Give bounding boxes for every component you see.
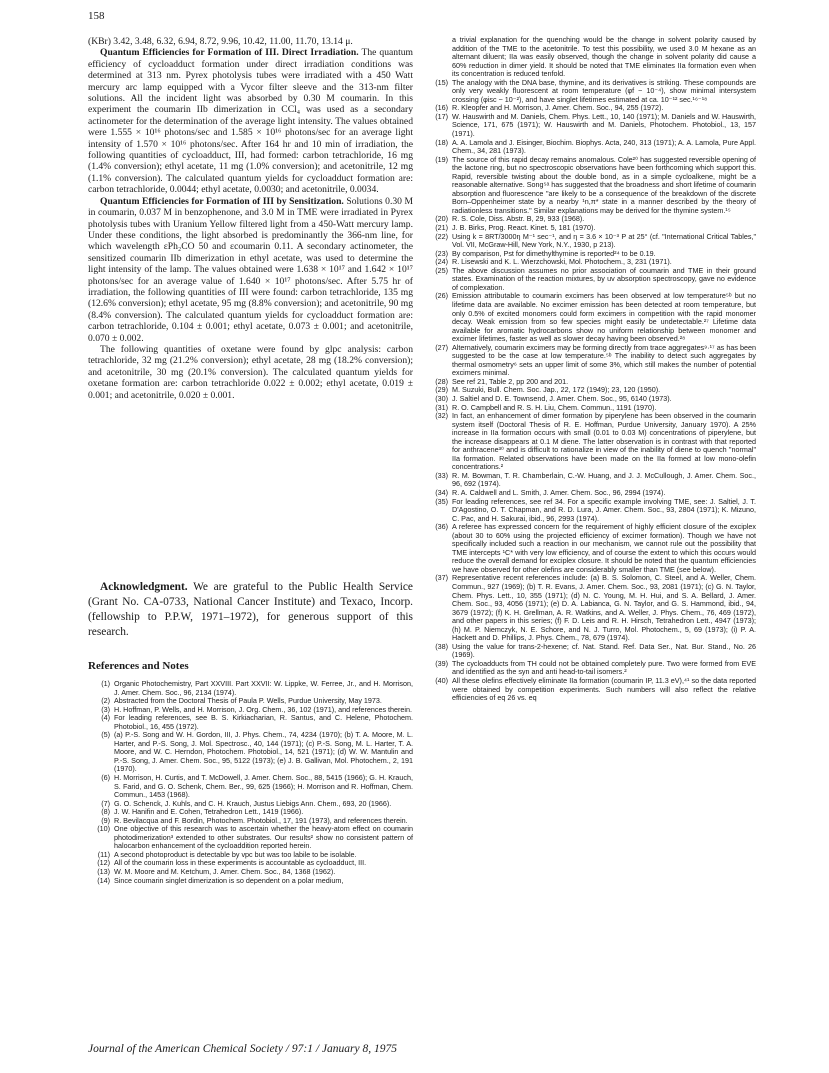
reference-item	[426, 574, 756, 642]
reference-item	[426, 139, 756, 156]
reference-number: (15)	[435, 77, 448, 87]
reference-item	[426, 233, 756, 250]
reference-item	[426, 344, 756, 378]
reference-text: Abstracted from the Doctoral Thesis of Paula P. Wells, Purdue University, May 1973.	[114, 696, 382, 706]
reference-text: In fact, an enhancement of dimer formation by piperylene has been observed in the coumarin system itself (Doctoral Thesis of R. E. Hoffman, Purdue University, January 1970). A 25% increase in IIa formation occurs with small (0.01 to 0.03 M) concentrations of piperylene, but the increase disappears at 0.1 M diene. The latter observation is in contrast with that reported for anthracene³⁰ and is difficult to rationalize in view of the inability of diene to quench "normal" IIa formation. Related observations have been made on the IIa formed at low mono-olefin concentrations.²	[452, 411, 756, 472]
paragraph-sensitization	[88, 196, 413, 344]
reference-text: For leading references, see B. S. Kirkiacharian, R. Santus, and C. Helene, Photochem. Photobiol., 16, 455 (1972).	[114, 713, 413, 731]
reference-number: (10)	[97, 824, 110, 834]
reference-text: W. Hauswirth and M. Daniels, Chem. Phys. Lett., 10, 140 (1971); M. Daniels and W. Hauswirth, Science, 171, 675 (1971); W. Hauswirth and M. Daniels, Photochem. Photobiol., 13, 157 (1971).	[452, 111, 756, 139]
reference-text: R. Bevilacqua and F. Bordin, Photochem. Photobiol., 17, 191 (1973), and references therein.	[114, 815, 408, 825]
references-list-right	[426, 79, 756, 703]
reference-text: A second photoproduct is detectable by vpc but was too labile to be isolable.	[114, 849, 357, 859]
reference-item	[426, 643, 756, 660]
reference-text: R. A. Caldwell and L. Smith, J. Amer. Chem. Soc., 96, 2994 (1974).	[452, 487, 666, 497]
reference-number: (3)	[101, 704, 110, 714]
reference-text: Since coumarin singlet dimerization is so dependent on a polar medium,	[114, 875, 344, 885]
acknowledgment	[88, 580, 413, 640]
reference-text: By comparison, Pst for dimethylthymine is reported²⁴ to be 0.19.	[452, 248, 656, 258]
reference-text: The source of this rapid decay remains anomalous. Cole²⁰ has suggested reversible opening of the lactone ring, but no spectroscopic observations have been forthcoming which support this. Rapid, reversible twisting about the double bond, as in a simple cycloalkene, might be a reasonable alternative. Song⁵ᵃ has suggested that the broadness and short lifetime of coumarin absorption and fluorescence "are likely to be a consequence of the breakdown of the discrete Born–Oppenheimer state by a nearby ¹n,π* state in a manner described by the theory of radiationless transitions." Similar explanations may be derived for the thymine system.¹⁵	[452, 154, 756, 215]
reference-text: W. M. Moore and M. Ketchum, J. Amer. Chem. Soc., 84, 1368 (1962).	[114, 867, 336, 877]
reference-number: (26)	[435, 291, 448, 301]
reference-text: One objective of this research was to ascertain whether the heavy-atom effect on coumarin photodimerization³ extended to other substrates. Our results² show no consistent pattern of halocarbon enhancement of the cycloaddition reported herein.	[114, 824, 413, 851]
reference-item	[426, 523, 756, 574]
paragraph-body: The quantum efficiency of cycloadduct formation under direct irradiation conditions was determined at 313 nm. Pyrex photolysis tubes were irradiated with a 450 Watt mercury arc lamp equipped with a Vycor filter sleeve and the 313-nm filter solutions. All the incident light was absorbed by 0.30 M coumarin. In this experiment the coumarin IIb dimerization in CCl₄ was used as a secondary actinometer for the determination of the average light intensity. The values obtained were 1.555 × 10¹⁶ photons/sec and 1.585 × 10¹⁶ photons/sec for an average light intensity of 1.570 × 10¹⁶ photons/sec. After 164 hr and 10 min of irradiation, the following quantities of cycloadduct, III, had formed: carbon tetrachloride, 16 mg (1.4% conversion); ethyl acetate, 11 mg (1.0% conversion); and acetonitrile, 12 mg (1.1% conversion). The calculated quantum yields for cycloadduct formation are: carbon tetrachloride, 0.0044; ethyl acetate, 0.0030; and acetonitrile, 0.0034.	[88, 47, 413, 196]
reference-number: (34)	[435, 487, 448, 497]
left-column	[88, 36, 413, 401]
reference-number: (37)	[435, 573, 448, 583]
reference-text: J. Saltiel and D. E. Townsend, J. Amer. Chem. Soc., 95, 6140 (1973).	[452, 393, 672, 403]
reference-text: The analogy with the DNA base, thymine, and its derivatives is striking. These compounds are only very weakly fluorescent at room temperature (φf ~ 10⁻⁴), show minimal intersystem crossing (φisc ~ 10⁻²), and have singlet lifetimes estimated at ca. 10⁻¹² sec.¹⁶⁻¹⁸	[452, 77, 756, 104]
reference-text: R. S. Cole, Diss. Abstr. B, 29, 933 (1968).	[452, 214, 585, 224]
reference-item	[426, 677, 756, 703]
reference-item	[426, 267, 756, 293]
reference-number: (40)	[435, 676, 448, 686]
reference-text: H. Hoffman, P. Wells, and H. Morrison, J. Org. Chem., 36, 102 (1971), and references therein.	[114, 704, 413, 714]
reference-number: (13)	[97, 867, 110, 877]
reference-number: (16)	[435, 103, 448, 113]
reference-item	[426, 79, 756, 105]
reference-number: (30)	[435, 393, 448, 403]
ir-data: (KBr) 3.42, 3.48, 6.32, 6.94, 8.72, 9.96, 10.42, 11.00, 11.70, 13.14 μ.	[88, 36, 353, 47]
reference-item	[426, 660, 756, 677]
references-heading: References and Notes	[88, 660, 189, 672]
reference-number: (17)	[435, 111, 448, 121]
reference-text: G. O. Schenck, J. Kuhls, and C. H. Krauch, Justus Liebigs Ann. Chem., 693, 20 (1966).	[114, 798, 392, 808]
reference-text: The cycloadducts from TH could not be obtained completely pure. Two were formed from EVE and identified as the syn and anti head-to-tail isomers.²	[452, 658, 756, 677]
paragraph-title: Quantum Efficiencies for Formation of III. Direct Irradiation.	[100, 47, 359, 59]
reference-item	[426, 292, 756, 343]
reference-text: For leading references, see ref 34. For a specific example involving TME, see: J. Saltiel, J. T. D'Agostino, O. T. Chapman, and R. D. Lura, J. Amer. Chem. Soc., 93, 2804 (1971); K. Mizuno, C. Pac, and H. Sakurai, ibid., 96, 2993 (1974).	[452, 496, 756, 523]
reference-number: (22)	[435, 231, 448, 241]
reference-number: (5)	[101, 730, 110, 740]
acknowledgment-title: Acknowledgment.	[100, 581, 188, 593]
reference-text: The above discussion assumes no prior association of coumarin and TME in their ground states. Examination of the reaction mixtures, by uv absorption spectroscopy, gave no evidence of complexation.	[452, 265, 756, 292]
paragraph-oxetane: The following quantities of oxetane were found by glpc analysis: carbon tetrachloride, 32 mg (21.2% conversion); ethyl acetate, 28 mg (18.2% conversion); and acetonitrile, 30 mg (20.1% conversion). The calculated quantum yields for oxetane formation are: carbon tetrachloride 0.022 ± 0.002; ethyl acetate, 0.019 ± 0.001; and acetonitrile, 0.020 ± 0.001.	[88, 343, 413, 401]
reference-number: (8)	[101, 807, 110, 817]
reference-number: (11)	[97, 849, 110, 859]
reference-item	[88, 714, 413, 731]
reference-number: (31)	[435, 402, 448, 412]
page-number: 158	[88, 10, 105, 22]
reference-item	[426, 156, 756, 216]
reference-item	[426, 498, 756, 524]
reference-text: H. Morrison, H. Curtis, and T. McDowell, J. Amer. Chem. Soc., 88, 5415 (1966); G. H. Krauch, S. Farid, and G. O. Schenk, Chem. Ber., 99, 625 (1966); H. Morrison and R. Hoffman, Chem. Commun., 1453 (1968).	[114, 773, 413, 800]
reference-text: R. Kleopfer and H. Morrison, J. Amer. Chem. Soc., 94, 255 (1972).	[452, 103, 664, 113]
reference-number: (27)	[435, 342, 448, 352]
reference-number: (6)	[101, 773, 110, 783]
reference-text: A. A. Lamola and J. Eisinger, Biochim. Biophys. Acta, 240, 313 (1971); A. A. Lamola, Pure Appl. Chem., 34, 281 (1973).	[452, 137, 756, 156]
reference-item	[426, 113, 756, 139]
reference-item	[426, 472, 756, 489]
reference-number: (19)	[435, 154, 448, 164]
main-text	[88, 36, 413, 401]
reference-item	[88, 680, 413, 697]
reference-number: (35)	[435, 496, 448, 506]
reference-number: (2)	[101, 696, 110, 706]
reference-text: Emission attributable to coumarin excimers has been observed at low temperature⁵ᵇ but no lifetime data are available. No excimer emission has been detected at room temperature, but only 0.5% of excited monomers could form excimers in competition with the rapid monomer decay. Weak emission from so few species might easily be undetectable.²⁷ Lifetime data available for aromatic hydrocarbons show no uniform relationship between monomer and excimer lifetimes, faster as well as slower decay having been observed.²⁸	[452, 291, 756, 344]
reference-text: R. O. Campbell and R. S. H. Liu, Chem. Commun., 1191 (1970).	[452, 402, 657, 412]
reference-text: Representative recent references include: (a) B. S. Solomon, C. Steel, and A. Weller, Chem. Commun., 927 (1969); (b) T. R. Evans, J. Amer. Chem. Soc., 93, 2081 (1971); (c) G. N. Taylor, Chem. Phys. Lett., 10, 355 (1971); (d) N. C. Young, M. H. Hui, and S. A. Bellard, J. Amer. Chem. Soc., 93, 4056 (1971); (e) D. A. Labianca, G. N. Taylor, and G. S. Hammond, ibid., 94, 3679 (1972); (f) K. H. Grellman, A. R. Watkins, and A. Weller, J. Phys. Chem., 76, 469 (1972), and other papers in this series; (f) F. D. Leis and R. H. Hirsch, Tetrahedron Lett., 4947 (1973); (h) M. P. Niemczyk, N. E. Schore, and N. J. Turro, Mol. Photochem., 5, 69 (1973); (i) P. A. Hackett and D. Phillips, J. Phys. Chem., 78, 679 (1974).	[452, 573, 756, 643]
reference-text: R. Lisewski and K. L. Wierzchowski, Mol. Photochem., 3, 231 (1971).	[452, 257, 672, 267]
reference-number: (24)	[435, 257, 448, 267]
reference-number: (18)	[435, 137, 448, 147]
paragraph-direct-irradiation	[88, 47, 413, 195]
reference-item	[88, 825, 413, 851]
reference-number: (12)	[97, 858, 110, 868]
reference-number: (36)	[435, 522, 448, 532]
reference-number: (21)	[435, 223, 448, 233]
paragraph-title: Quantum Efficiencies for Formation of III by Sensitization.	[100, 195, 344, 207]
reference-item	[426, 412, 756, 472]
reference-number: (20)	[435, 214, 448, 224]
reference-text: M. Suzuki, Bull. Chem. Soc. Jap., 22, 172 (1949); 23, 120 (1950).	[452, 385, 661, 395]
reference-text: Using k = 8RT/3000η M⁻¹ sec⁻¹, and η = 3.6 × 10⁻³ P at 25° (cf. "International Critical Tables," Vol. VII, McGraw-Hill, New York, N.Y., 1930, p 213).	[452, 231, 756, 250]
reference-number: (1)	[101, 679, 110, 688]
right-column	[426, 36, 756, 703]
reference-number: (29)	[435, 385, 448, 395]
reference-number: (39)	[435, 658, 448, 668]
reference-text: J. W. Hanifin and E. Cohen, Tetrahedron Lett., 1419 (1966).	[114, 807, 304, 817]
journal-footer: Journal of the American Chemical Society / 97:1 / January 8, 1975	[88, 1043, 397, 1055]
reference-text: (a) P.-S. Song and W. H. Gordon, III, J. Phys. Chem., 74, 4234 (1970); (b) T. A. Moore, M. L. Harter, and P.-S. Song, J. Mol. Spectrosc., 40, 144 (1971); (c) P.-S. Song, M. L. Harter, T. A. Moore, and W. C. Herndon, Photochem. Photobiol., 14, 521 (1971); (d) W. W. Mantulin and P.-S. Song, J. Amer. Chem. Soc., 95, 5122 (1973); (e) J. B. Gallivan, Mol. Photochem., 2, 191 (1970).	[114, 730, 413, 774]
reference-number: (38)	[435, 641, 448, 651]
note-continuation: a trivial explanation for the quenching would be the change in solvent polarity caused by addition of the TME to the acetonitrile. To test this possibility, we used 3.0 M hexane as an alternant diluent; IIa was easily observed, though the change in solvent polarity did cause a 60% reduction in dimer yield. It should be noted that TME eliminates IIa formation even when its concentration is reduced tenfold.	[452, 35, 756, 79]
reference-number: (7)	[101, 798, 110, 808]
reference-text: See ref 21, Table 2, pp 200 and 201.	[452, 376, 569, 386]
reference-text: All of the coumarin loss in these experiments is accountable as cycloadduct, III.	[114, 858, 367, 868]
reference-text: R. M. Bowman, T. R. Chamberlain, C.-W. Huang, and J. J. McCullough, J. Amer. Chem. Soc., 96, 692 (1974).	[452, 470, 756, 489]
reference-number: (4)	[101, 713, 110, 723]
reference-text: Alternatively, coumarin excimers may be forming directly from trace aggregates⁹·¹⁷ as has been suggested to be the case at low temperature.⁵ᵇ The inability to detect such aggregates by thermal osmometry⁶ sets an upper limit of some 3%, which still makes the number of potential excimers minimal.	[452, 342, 756, 378]
reference-text: A referee has expressed concern for the requirement of highly efficient closure of the exciplex (about 30 to 60% using the projected efficiency of excimer formation). Though we have not specifically included such a reaction in our mechanism, we cannot rule out the possibility that TME intercepts ¹C* with very low efficiency, and of course the extent to which this occurs would reduce the overall demand for exciplex closure. It should be noted that the quantum efficiencies we have observed for other olefins are considerably smaller than TME (see below).	[452, 522, 756, 574]
reference-item	[88, 877, 413, 886]
reference-text: Using the value for trans-2-hexene; cf. Nat. Stand. Ref. Data Ser., Nat. Bur. Stand., No. 26 (1969).	[452, 641, 756, 660]
reference-item	[88, 774, 413, 800]
reference-number: (25)	[435, 265, 448, 275]
reference-number: (32)	[435, 411, 448, 421]
reference-text: J. B. Birks, Prog. React. Kinet. 5, 181 (1970).	[452, 223, 596, 233]
references-list-left	[88, 680, 413, 885]
reference-number: (14)	[97, 875, 110, 885]
paragraph-body: Solutions 0.30 M in coumarin, 0.037 M in benzophenone, and 3.0 M in TME were irradiated in Pyrex photolysis tubes with Uranium Yellow filtered light from a 450-Watt mercury lamp. Under these conditions, the light absorbed is predominantly the 366-nm line, for which wavelength εPh₂CO 50 and εcoumarin 0.11. A secondary actinometer, the sensitized coumarin IIb dimerization in ethyl acetate, was used to determine the light intensity of the lamp. The values obtained were 1.638 × 10¹⁷ and 1.642 × 10¹⁷ photons/sec for an average value of 1.640 × 10¹⁷ photons/sec. After 5.75 hr of irradiation, the following quantities of III were found: carbon tetrachloride, 135 mg (12.6% conversion); ethyl acetate, 95 mg (8.8% conversion); and acetonitrile, 90 mg (8.4% conversion). The calculated quantum yields for cycloadduct formation are: carbon tetrachloride, 0.104 ± 0.001; ethyl acetate, 0.073 ± 0.001; and acetonitrile, 0.070 ± 0.002.	[88, 195, 413, 344]
acknowledgment-body: We are grateful to the Public Health Service (Grant No. CA-0733, National Cancer Institute) and Texaco, Incorp. (fellowship to P.P.W, 1971–1972), for generous support of this research.	[88, 581, 413, 638]
reference-number: (28)	[435, 376, 448, 386]
reference-text: All these olefins effectively eliminate IIa formation (coumarin IP, 11.3 eV),⁴¹ so the data reported were obtained by competition experiments. Such numbers will also reflect the relative efficiencies of eq 26 vs. eq	[452, 676, 756, 703]
reference-text: Organic Photochemistry, Part XXVIII. Part XXVII: W. Lippke, W. Ferree, Jr., and H. Morrison, J. Amer. Chem. Soc., 96, 2134 (1974).	[114, 679, 413, 697]
reference-number: (33)	[435, 470, 448, 480]
reference-number: (23)	[435, 248, 448, 258]
reference-item	[88, 731, 413, 774]
reference-number: (9)	[101, 815, 110, 825]
